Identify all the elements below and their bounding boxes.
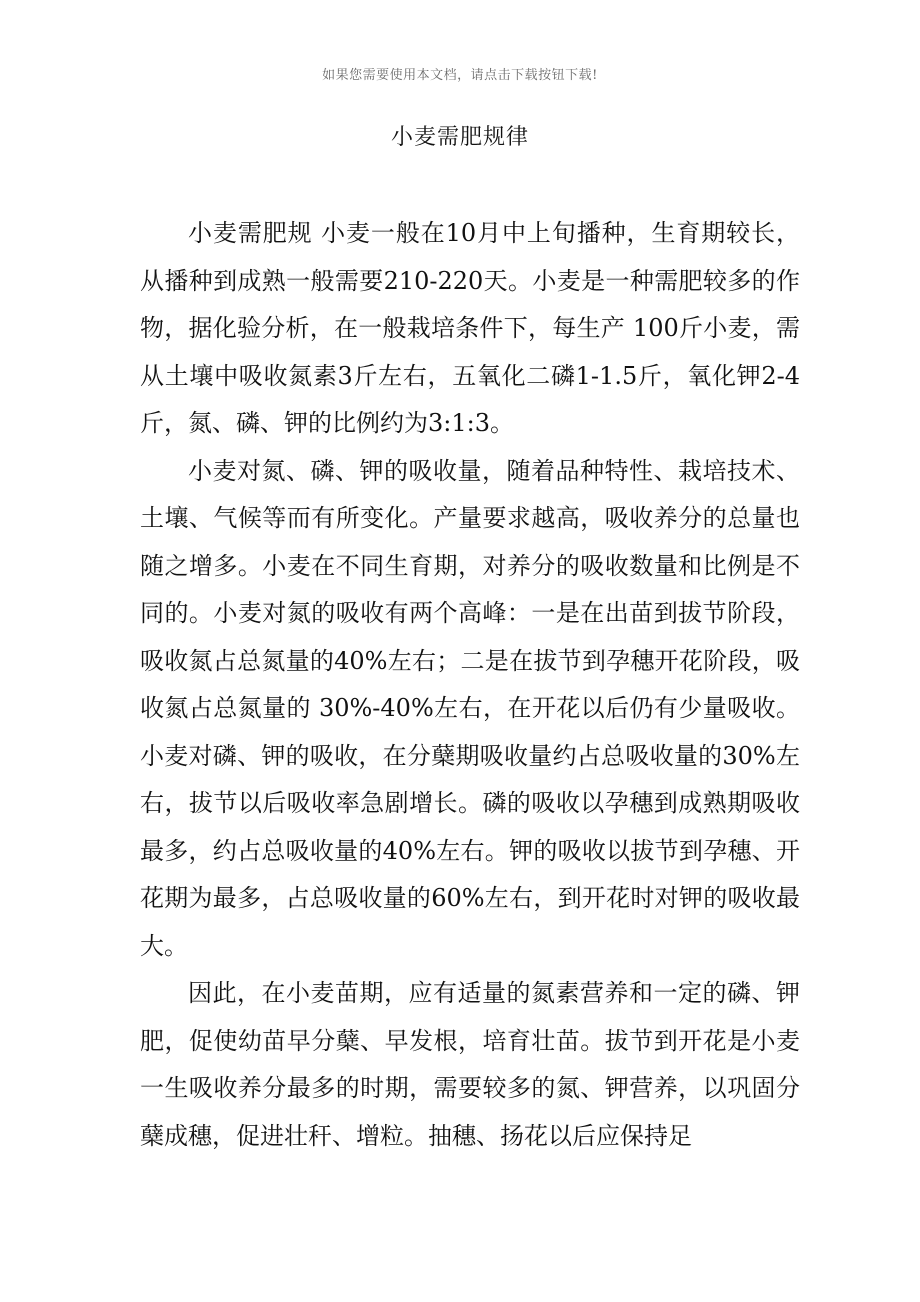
download-notice: 如果您需要使用本文档，请点击下载按钮下载! [322, 68, 598, 83]
document-title: 小麦需肥规律 [390, 125, 529, 150]
paragraph-1: 小麦需肥规 小麦一般在10月中上旬播种，生育期较长，从播种到成熟一般需要210-220天。小麦是一种需肥较多的作物，据化验分析，在一般栽培条件下，每生产 100斤小麦，需从土壤中吸收氮素3斤左右，五氧化二磷1-1.5斤，氧化钾2-4斤，氮、磷、钾的比例约为3:1:3。 [140, 219, 800, 437]
paragraph-3: 因此，在小麦苗期，应有适量的氮素营养和一定的磷、钾肥，促使幼苗早分蘖、早发根，培育壮苗。拔节到开花是小麦一生吸收养分最多的时期，需要较多的氮、钾营养，以巩固分蘖成穗，促进壮秆、增粒。抽穗、扬花以后应保持足 [140, 979, 800, 1150]
paragraph-2: 小麦对氮、磷、钾的吸收量，随着品种特性、栽培技术、土壤、气候等而有所变化。产量要求越高，吸收养分的总量也随之增多。小麦在不同生育期，对养分的吸收数量和比例是不同的。小麦对氮的吸收有两个高峰：一是在出苗到拔节阶段，吸收氮占总氮量的40%左右；二是在拔节到孕穗开花阶段，吸收氮占总氮量的 30%-40%左右，在开花以后仍有少量吸收。小麦对磷、钾的吸收，在分蘖期吸收量约占总吸收量的30%左右，拔节以后吸收率急剧增长。磷的吸收以孕穗到成熟期吸收最多，约占总吸收量的40%左右。钾的吸收以拔节到孕穗、开花期为最多，占总吸收量的60%左右，到开花时对钾的吸收最大。 [140, 456, 800, 960]
document-body [140, 210, 800, 1160]
